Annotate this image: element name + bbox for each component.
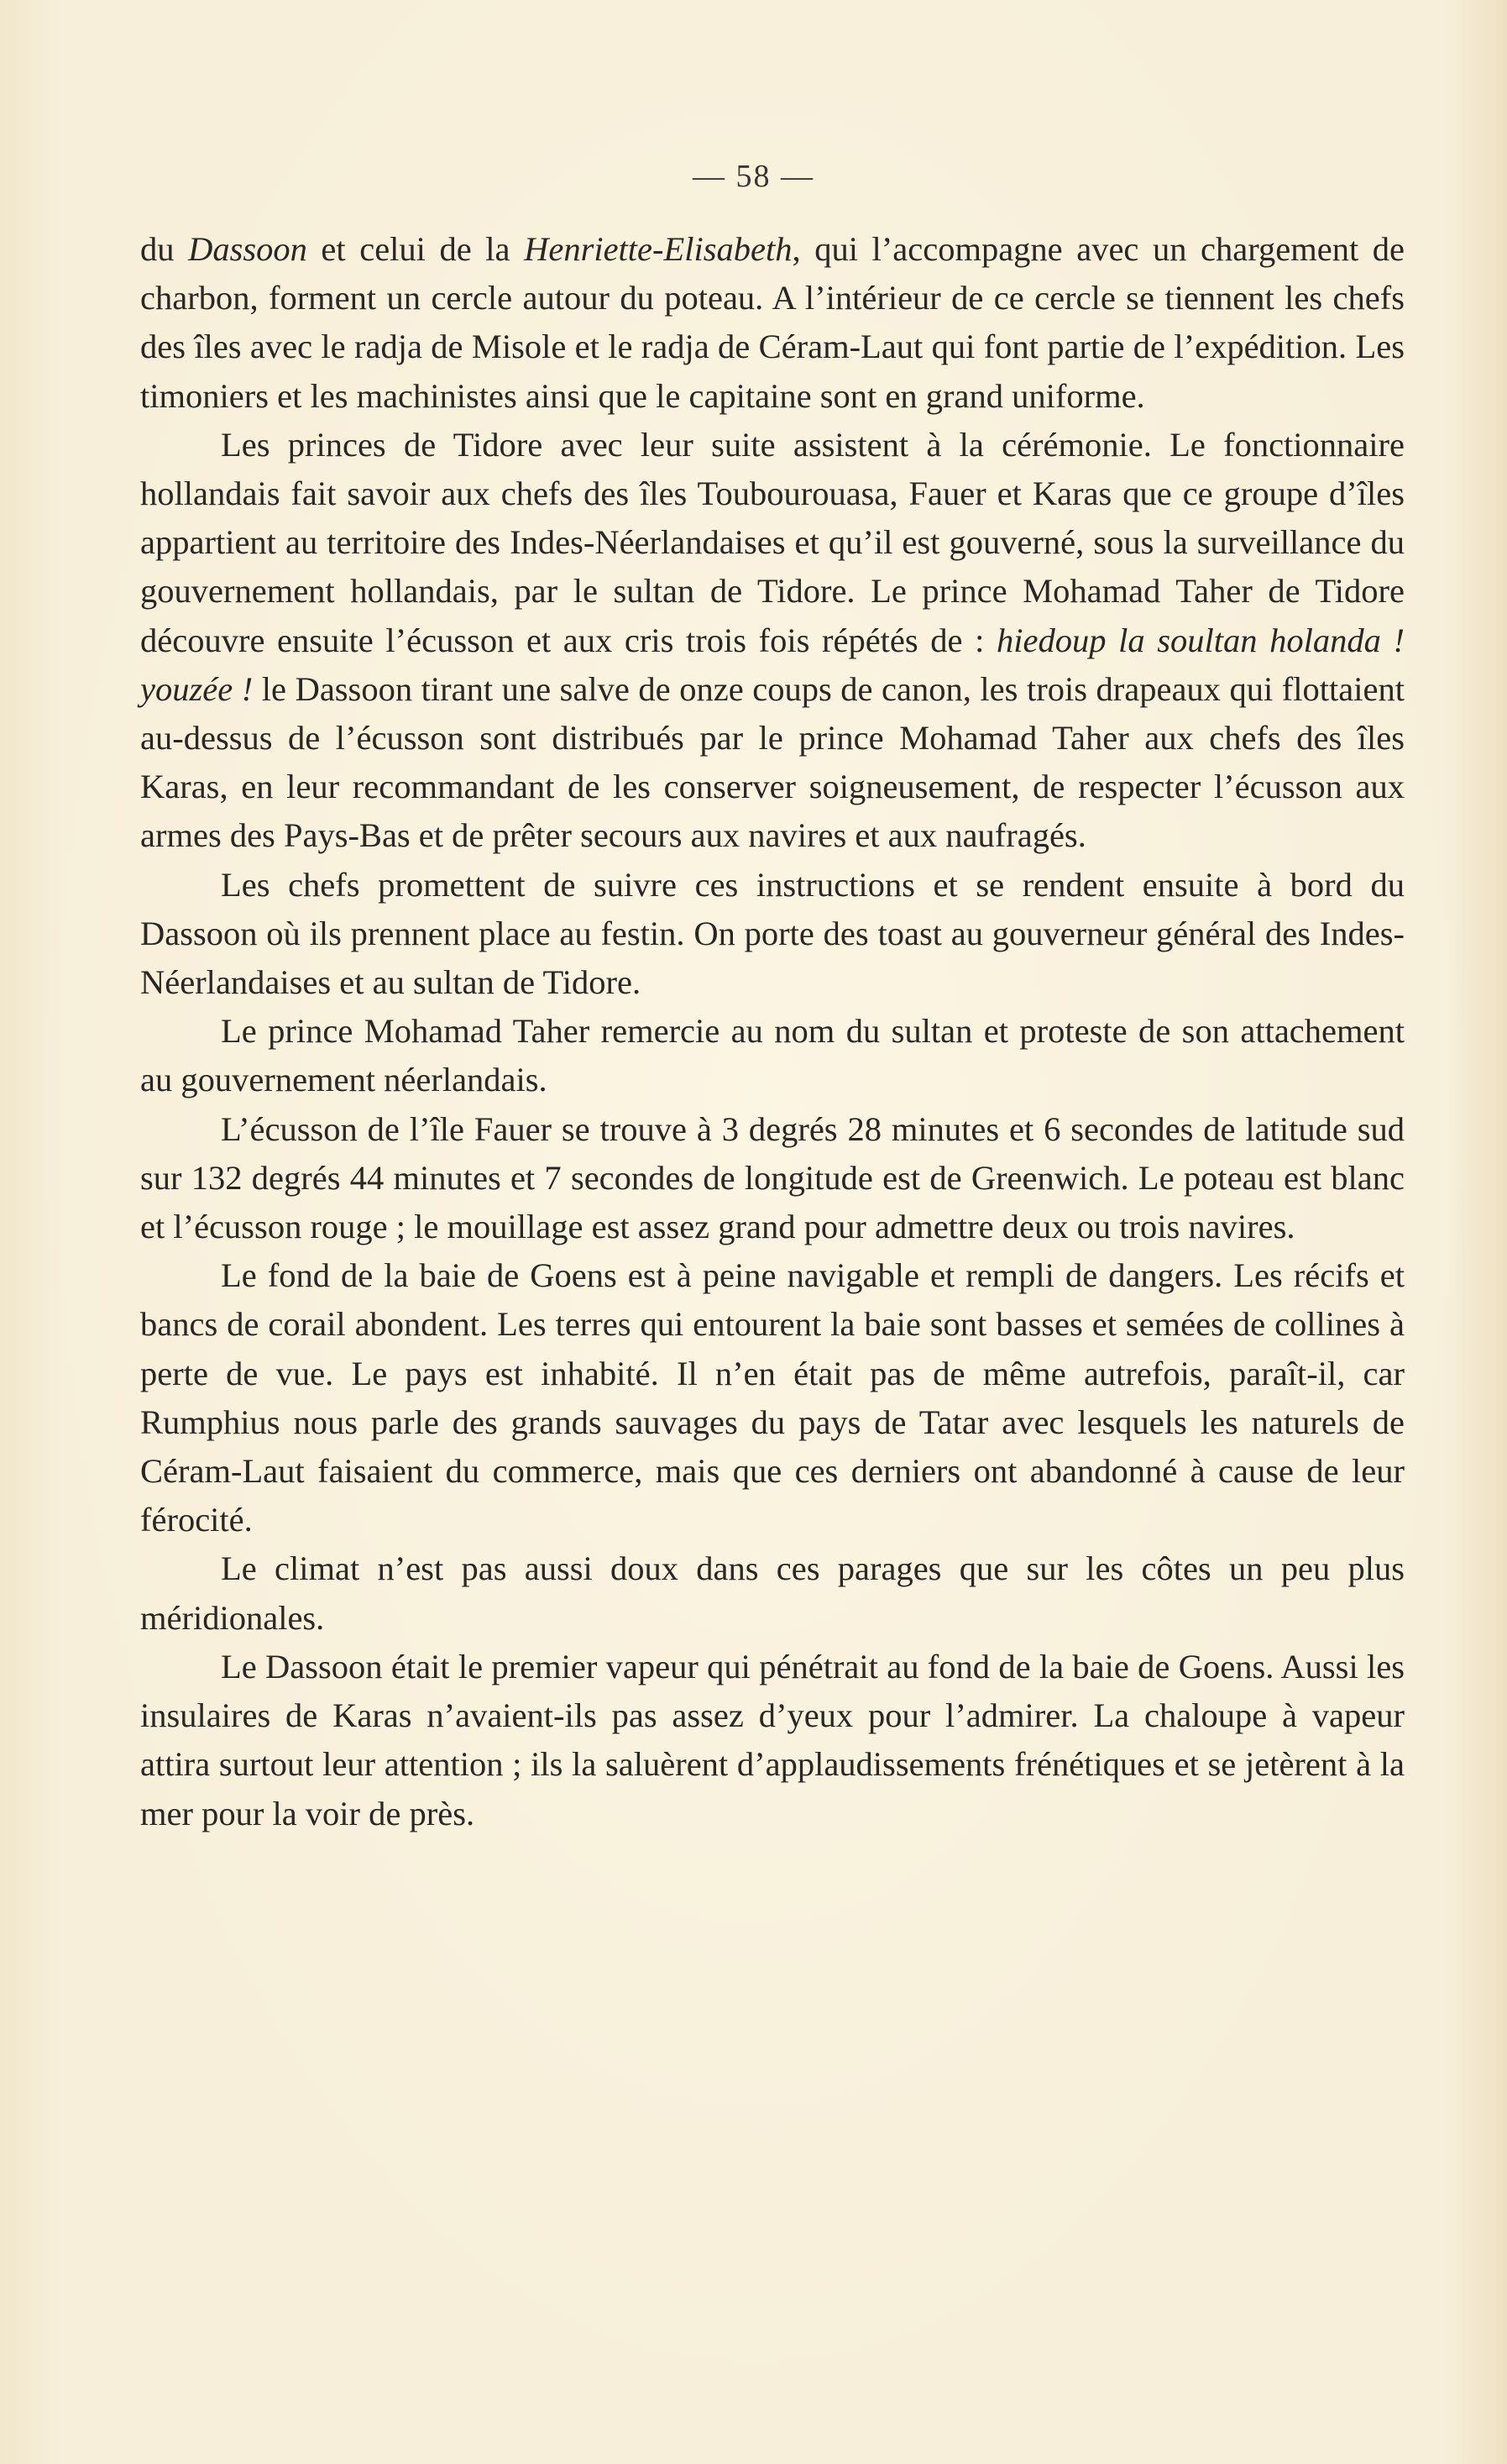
paragraph-2 [140, 861, 1405, 1008]
text-segment: , qui l’accompagne avec un chargement de charbon, forment un cercle autour du poteau. A l’intérieur de ce cercle se tiennent les chefs des îles avec le radja de Misole et le radja de Céram-Laut qui font partie de l’expédition. Les timoniers et les machinistes ainsi que le capitaine sont en grand uniforme. [140, 230, 1405, 415]
text-segment: Le climat n’est pas aussi doux dans ces parages que sur les côtes un peu plus méridionales. [140, 1549, 1405, 1637]
body-text [140, 225, 1405, 1838]
page-number: — 58 — [693, 159, 814, 194]
paragraph-1 [140, 421, 1405, 861]
paragraph-3 [140, 1007, 1405, 1104]
text-segment: L’écusson de l’île Fauer se trouve à 3 degrés 28 minutes et 6 secondes de latitude sud sur 132 degrés 44 minutes et 7 secondes de longitude est de Greenwich. Le poteau est blanc et l’écusson rouge ; le mouillage est assez grand pour admettre deux ou trois navires. [140, 1109, 1405, 1246]
text-segment: le Dassoon tirant une salve de onze coups de canon, les trois drapeaux qui flottaient au-dessus de l’écusson sont distribués par le prince Mohamad Taher aux chefs des îles Karas, en leur recommandant de les conserver soigneusement, de respecter l’écusson aux armes des Pays-Bas et de prêter secours aux navires et aux naufragés. [140, 669, 1405, 855]
paragraph-6 [140, 1544, 1405, 1642]
text-segment: Le fond de la baie de Goens est à peine navigable et rempli de dangers. Les récifs et bancs de corail abondent. Les terres qui entourent la baie sont basses et semées de collines à perte de vue. Le pays est inhabité. Il n’en était pas de même autrefois, paraît-il, car Rumphius nous parle des grands sauvages du pays de Tatar avec lesquels les naturels de Céram-Laut faisaient du commerce, mais que ces derniers ont abandonné à cause de leur férocité. [140, 1256, 1405, 1539]
ship-name-dassoon: Dassoon [188, 230, 307, 268]
paragraph-0 [140, 225, 1405, 421]
ship-name-henriette-elisabeth: Henriette-Elisabeth [524, 230, 793, 268]
text-segment: Le Dassoon était le premier vapeur qui pénétrait au fond de la baie de Goens. Aussi les insulaires de Karas n’avaient-ils pas assez d’yeux pour l’admirer. La chaloupe à vapeur attira surtout leur attention ; ils la saluèrent d’applaudissements frénétiques et se jetèrent à la mer pour la voir de près. [140, 1647, 1405, 1832]
text-segment: Les chefs promettent de suivre ces instructions et se rendent ensuite à bord du Dassoon où ils prennent place au festin. On porte des toast au gouverneur général des Indes-Néerlandaises et au sultan de Tidore. [140, 865, 1405, 1002]
paragraph-5 [140, 1251, 1405, 1544]
ceremonial-cry: hiedoup la soultan holanda ! youzée ! [140, 621, 1405, 708]
paragraph-7 [140, 1643, 1405, 1838]
text-segment: et celui de la [306, 230, 525, 268]
paragraph-4 [140, 1105, 1405, 1252]
text-segment: Le prince Mohamad Taher remercie au nom du sultan et proteste de son attachement au gouvernement néerlandais. [140, 1012, 1405, 1099]
text-segment: Les princes de Tidore avec leur suite assistent à la cérémonie. Le fonctionnaire hollandais fait savoir aux chefs des îles Toubourouasa, Fauer et Karas que ce groupe d’îles appartient au territoire des Indes-Néerlandaises et qu’il est gouverné, sous la surveillance du gouvernement hollandais, par le sultan de Tidore. Le prince Mohamad Taher de Tidore découvre ensuite l’écusson et aux cris trois fois répétés de : [140, 425, 1405, 659]
text-segment: du [140, 230, 189, 268]
